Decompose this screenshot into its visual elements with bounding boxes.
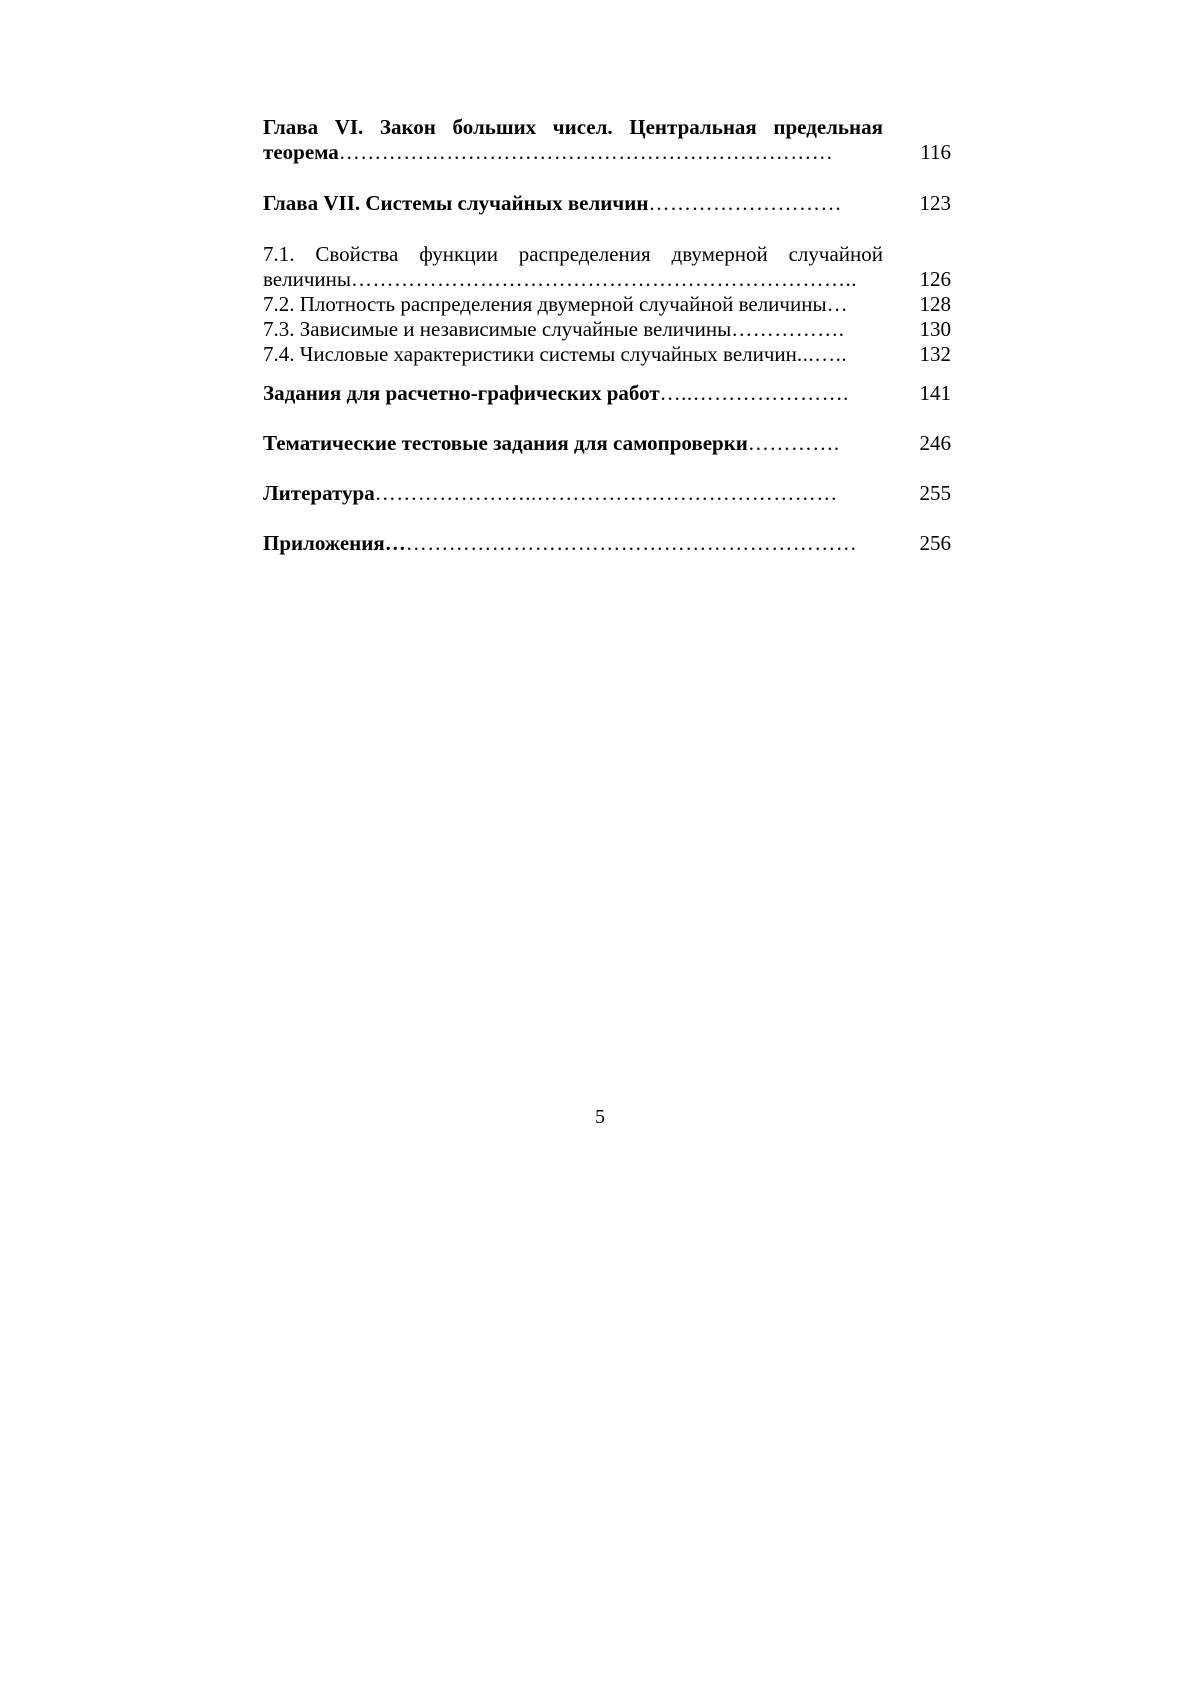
- toc-page-number: 128: [919, 292, 951, 316]
- toc-page-number: 141: [919, 381, 951, 405]
- toc-entry-title: Литература: [263, 481, 375, 505]
- toc-page-number: 255: [919, 481, 951, 505]
- toc-entry-tests: [263, 431, 951, 456]
- toc-entry-chapter-7: [263, 191, 951, 216]
- toc-leader-dots: ……………………………………………………………..: [350, 267, 857, 291]
- toc-page-number: 132: [919, 342, 951, 366]
- toc-entry-title: Приложения…: [263, 531, 406, 555]
- toc-entry-appendices: [263, 531, 951, 556]
- table-of-contents: [263, 115, 951, 556]
- toc-leader-dots: …: [826, 292, 849, 316]
- toc-entry-section-7-3: [263, 317, 951, 342]
- toc-leader-dots: ………………………………………………………: [405, 531, 858, 555]
- toc-leader-dots: …………………..……………………………………: [374, 481, 838, 505]
- toc-entry-title: Глава VII. Системы случайных величин: [263, 191, 649, 215]
- toc-page-number: 130: [919, 317, 951, 341]
- toc-leader-dots: ………………………: [648, 191, 842, 215]
- toc-leader-dots: ...…..: [796, 342, 848, 366]
- toc-entry-title: Тематические тестовые задания для самопроверки: [263, 431, 748, 455]
- toc-entry-title: 7.4. Числовые характеристики системы случайных величин: [263, 342, 797, 366]
- toc-entry-title: 7.2. Плотность распределения двумерной случайной величины: [263, 292, 827, 316]
- toc-entry-section-7-4: [263, 342, 951, 367]
- toc-page-number: 126: [919, 267, 951, 291]
- toc-entry-title: Задания для расчетно-графических работ: [263, 381, 660, 405]
- toc-entry-section-7-1: [263, 242, 951, 292]
- page-footer-number: 5: [595, 1106, 605, 1128]
- toc-entry-assignments: [263, 381, 951, 406]
- toc-page-number: 123: [919, 191, 951, 215]
- toc-entry-title: 7.3. Зависимые и независимые случайные величины: [263, 317, 732, 341]
- toc-page-number: 246: [919, 431, 951, 455]
- toc-entry-title: 7.1. Свойства функции распределения двумерной случайной величины: [263, 242, 883, 291]
- toc-page-number: 256: [919, 531, 951, 555]
- toc-page-number: 116: [920, 140, 951, 164]
- toc-leader-dots: …..………………….: [659, 381, 849, 405]
- toc-leader-dots: ………….: [747, 431, 840, 455]
- toc-entry-title: Глава VI. Закон больших чисел. Центральная предельная теорема: [263, 115, 883, 164]
- toc-entry-literature: [263, 481, 951, 506]
- toc-leader-dots: …………….: [731, 317, 845, 341]
- toc-entry-section-7-2: [263, 292, 951, 317]
- toc-leader-dots: ……………………………………………………………: [338, 140, 834, 164]
- toc-entry-chapter-6: [263, 115, 951, 165]
